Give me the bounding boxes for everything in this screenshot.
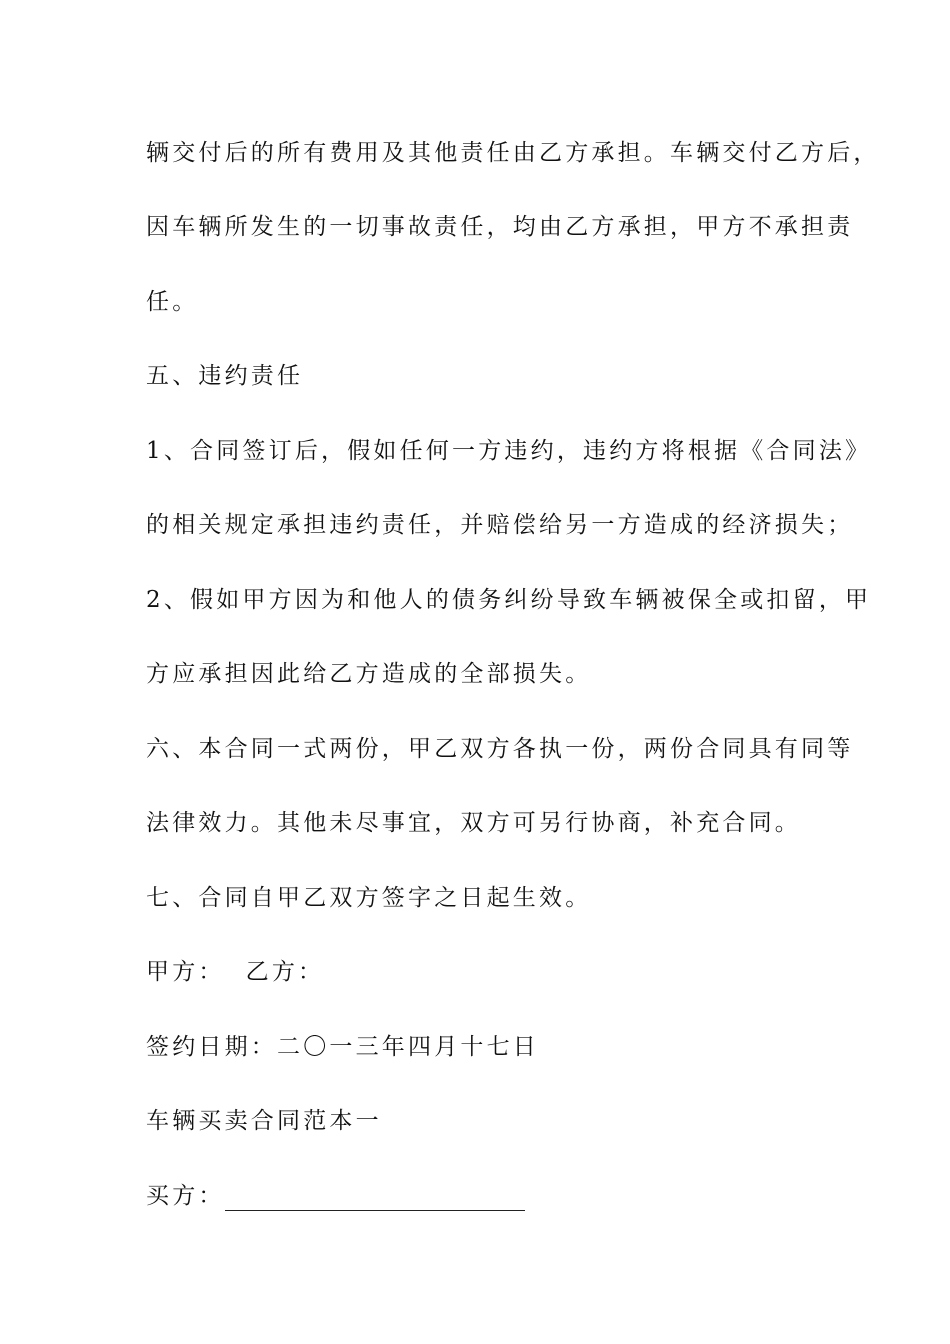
paragraph-line: 的相关规定承担违约责任，并赔偿给另一方造成的经济损失；	[146, 512, 854, 538]
paragraph-line: 七、合同自甲乙双方签字之日起生效。	[146, 885, 592, 911]
paragraph-line: 任。	[146, 289, 199, 315]
signing-date: 签约日期：二〇一三年四月十七日	[146, 1034, 539, 1060]
paragraph-line: 方应承担因此给乙方造成的全部损失。	[146, 661, 592, 687]
buyer-line	[146, 1181, 525, 1211]
paragraph-line: 辆交付后的所有费用及其他责任由乙方承担。车辆交付乙方后，	[146, 140, 880, 166]
buyer-label: 买方：	[146, 1183, 225, 1209]
signature-parties: 甲方： 乙方：	[146, 959, 325, 985]
document-title: 车辆买卖合同范本一	[146, 1108, 382, 1134]
paragraph-line: 2、假如甲方因为和他人的债务纠纷导致车辆被保全或扣留，甲	[146, 587, 872, 613]
buyer-blank-field[interactable]	[225, 1188, 525, 1211]
paragraph-line: 因车辆所发生的一切事故责任，均由乙方承担，甲方不承担责	[146, 214, 854, 240]
section-heading: 五、违约责任	[146, 363, 304, 389]
paragraph-line: 法律效力。其他未尽事宜，双方可另行协商，补充合同。	[146, 810, 801, 836]
paragraph-line: 六、本合同一式两份，甲乙双方各执一份，两份合同具有同等	[146, 736, 854, 762]
paragraph-line: 1、合同签订后，假如任何一方违约，违约方将根据《合同法》	[146, 438, 872, 464]
